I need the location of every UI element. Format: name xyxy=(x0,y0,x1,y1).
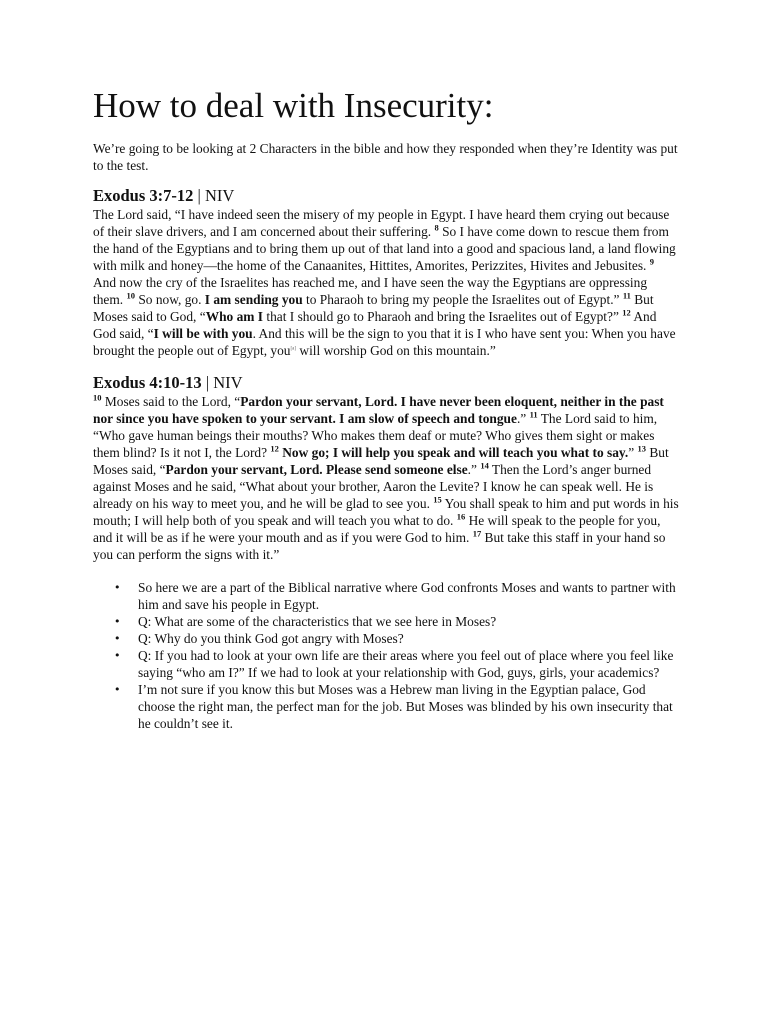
verse-number: 10 xyxy=(126,290,135,301)
verse-number: 17 xyxy=(472,528,482,539)
bullet-item xyxy=(138,681,679,732)
passage-text: .” xyxy=(516,411,530,426)
passage-text: You shall speak to him and put words in his mouth; I will help both of you speak and will teach you what to do. xyxy=(93,496,679,528)
intro-paragraph: We’re going to be looking at 2 Characters in the bible and how they responded when they’re Identity was put to the test. xyxy=(93,141,678,173)
verse-number: 13 xyxy=(637,443,647,454)
emphasis-text: Pardon your servant, Lord. I have never been eloquent, neither in the past nor since you have spoken to your servant. I am slow of speech and tongue xyxy=(93,394,664,426)
verse-number: 12 xyxy=(622,307,631,318)
passage-text: And God said, “ xyxy=(93,309,657,341)
document-page xyxy=(93,86,679,732)
verse-number: 11 xyxy=(529,409,538,420)
verse-number: 15 xyxy=(433,494,442,505)
passage-text: But take this staff in your hand so you can perform the signs with it.” xyxy=(93,530,666,562)
bullet-item xyxy=(138,630,679,647)
passage-heading-exodus-3 xyxy=(93,186,679,206)
passage-text: Moses said to the Lord, “ xyxy=(101,394,241,409)
verse-number: 9 xyxy=(649,256,654,267)
bullet-item xyxy=(138,613,679,630)
passage-text: . And this will be the sign to you that it is I who have sent you: When you have brought the people out of Egypt, you xyxy=(93,326,676,358)
question-marker: Q xyxy=(138,648,148,663)
question-marker: Q xyxy=(138,631,148,646)
verse-number: 8 xyxy=(434,222,439,233)
scripture-passage-exodus-4 xyxy=(93,393,679,563)
bullet-text: : What are some of the characteristics that we see here in Moses? xyxy=(147,614,497,629)
bullet-item xyxy=(138,647,679,681)
heading-reference: Exodus 4:10-13 xyxy=(93,373,202,392)
question-marker: Q xyxy=(138,614,148,629)
emphasis-text: I am sending you xyxy=(204,292,303,307)
passage-text: And now the cry of the Israelites has reached me, and I have seen the way the Egyptians are oppressing them. xyxy=(93,275,648,307)
passage-text: Then the Lord’s anger burned against Moses and he said, “What about your brother, Aaron the Levite? I know he can speak well. He is already on his way to meet you, and he will be glad to see you. xyxy=(93,462,654,511)
passage-text: .” xyxy=(467,462,481,477)
passage-heading-exodus-4 xyxy=(93,373,679,393)
passage-text: will worship God on this mountain.” xyxy=(296,343,496,358)
verse-number: 12 xyxy=(270,443,279,454)
bullet-item xyxy=(138,579,679,613)
passage-text: So I have come down to rescue them from the hand of the Egyptians and to bring them up out of that land into a good and spacious land, a land flowing with milk and honey—the home of the Canaanites, Hittites, Amorites, Perizzites, Hivites and Jebusites. xyxy=(93,224,676,273)
passage-text: But Moses said to God, “ xyxy=(93,292,654,324)
emphasis-text: Now go; I will help you speak and will teach you what to say. xyxy=(278,445,629,460)
bullet-text: I’m not sure if you know this but Moses was a Hebrew man living in the Egyptian palace, God choose the right man, the perfect man for the job. But Moses was blinded by his own insecurity that he couldn’t see it. xyxy=(138,682,673,731)
verse-number: 11 xyxy=(622,290,631,301)
passage-text: that I should go to Pharaoh and bring the Israelites out of Egypt?” xyxy=(263,309,623,324)
passage-text: So now, go. xyxy=(134,292,205,307)
emphasis-text: Who am I xyxy=(205,309,263,324)
bullet-text: : If you had to look at your own life are their areas where you feel out of place where you feel like saying “who am I?” If we had to look at your relationship with God, guys, girls, your academics? xyxy=(138,648,674,680)
footnote-marker[interactable]: [a] xyxy=(290,346,297,352)
verse-number: 16 xyxy=(456,511,466,522)
scripture-passage-exodus-3 xyxy=(93,206,679,359)
verse-number: 10 xyxy=(93,392,102,403)
passage-text: The Lord said, “I have indeed seen the misery of my people in Egypt. I have heard them crying out because of their slave drivers, and I am concerned about their suffering. xyxy=(93,207,670,239)
bullet-text: : Why do you think God got angry with Moses? xyxy=(147,631,404,646)
passage-text: But Moses said, “ xyxy=(93,445,669,477)
bullet-text: So here we are a part of the Biblical narrative where God confronts Moses and wants to partner with him and save his people in Egypt. xyxy=(138,580,676,612)
passage-text: He will speak to the people for you, and it will be as if he were your mouth and as if you were God to him. xyxy=(93,513,661,545)
heading-version: | NIV xyxy=(193,186,235,205)
emphasis-text: I will be with you xyxy=(153,326,253,341)
heading-version: | NIV xyxy=(201,373,243,392)
emphasis-text: Pardon your servant, Lord. Please send someone else xyxy=(165,462,468,477)
passage-text: to Pharaoh to bring my people the Israelites out of Egypt.” xyxy=(302,292,623,307)
verse-number: 14 xyxy=(480,460,489,471)
passage-text: ” xyxy=(628,445,638,460)
passage-text: The Lord said to him, “Who gave human beings their mouths? Who makes them deaf or mute? Who gives them sight or makes them blind? Is it not I, the Lord? xyxy=(93,411,658,460)
heading-reference: Exodus 3:7-12 xyxy=(93,186,194,205)
page-title: How to deal with Insecurity: xyxy=(93,86,494,125)
discussion-bullet-list xyxy=(93,579,679,732)
